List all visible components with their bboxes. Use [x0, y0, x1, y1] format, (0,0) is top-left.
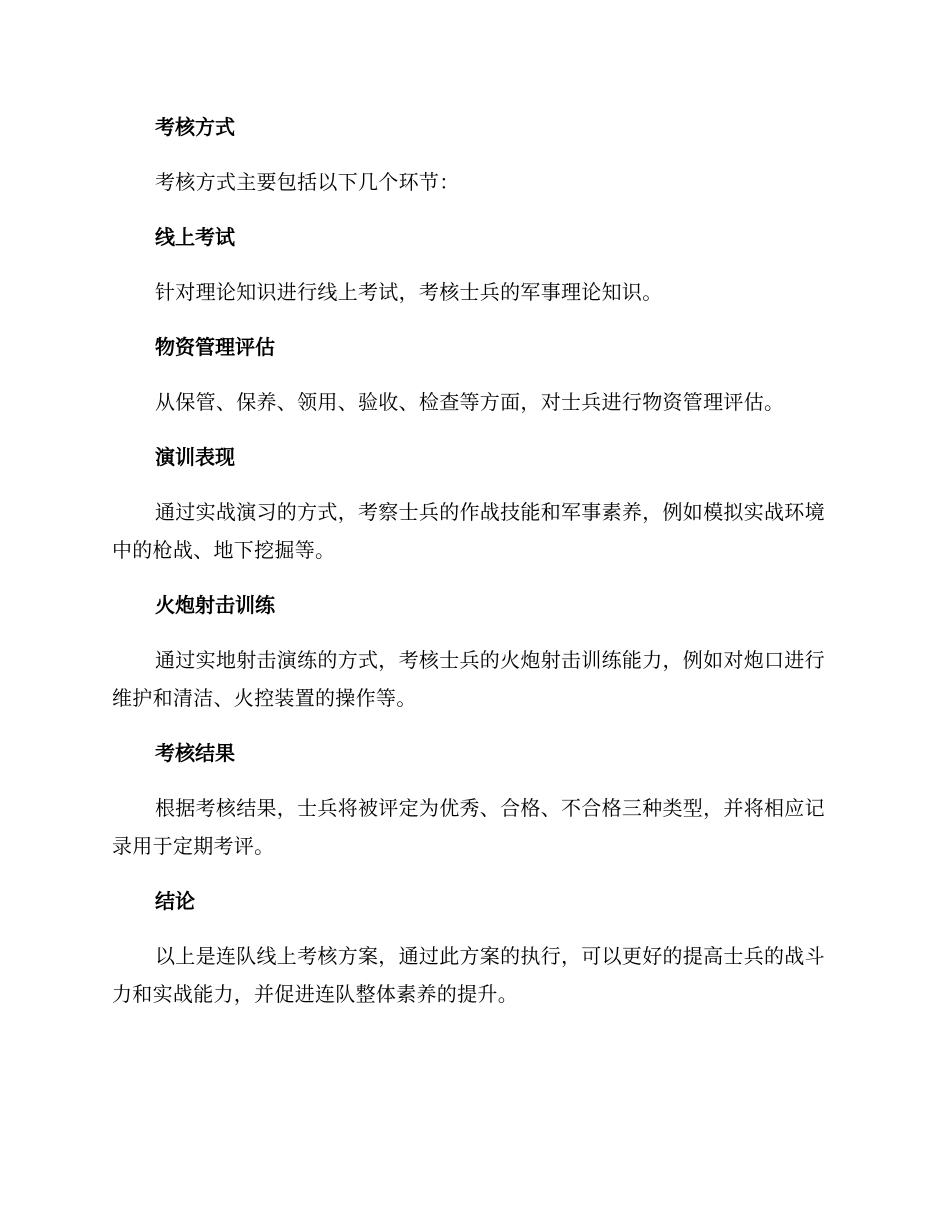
section-heading: 物资管理评估 — [155, 335, 275, 359]
section-heading: 考核方式 — [155, 115, 235, 139]
section-supply-management — [112, 328, 832, 421]
section-assessment-results — [112, 734, 832, 865]
section-assessment-method — [112, 108, 832, 201]
section-heading: 火炮射击训练 — [155, 593, 275, 617]
section-paragraph: 从保管、保养、领用、验收、检查等方面，对士兵进行物资管理评估。 — [155, 390, 785, 414]
section-online-exam — [112, 218, 832, 311]
section-heading: 演训表现 — [155, 445, 235, 469]
section-paragraph: 通过实地射击演练的方式，考核士兵的火炮射击训练能力，例如对炮口进行维护和清洁、火控装置的操作等。 — [112, 648, 825, 710]
section-heading: 结论 — [155, 889, 195, 913]
section-paragraph: 根据考核结果，士兵将被评定为优秀、合格、不合格三种类型，并将相应记录用于定期考评。 — [112, 796, 825, 858]
section-conclusion — [112, 882, 832, 1013]
document-content — [112, 108, 832, 1030]
section-paragraph: 以上是连队线上考核方案，通过此方案的执行，可以更好的提高士兵的战斗力和实战能力，并促进连队整体素养的提升。 — [112, 944, 825, 1006]
section-paragraph: 考核方式主要包括以下几个环节： — [155, 170, 460, 194]
section-heading: 考核结果 — [155, 741, 235, 765]
section-artillery-training — [112, 586, 832, 717]
section-paragraph: 通过实战演习的方式，考察士兵的作战技能和军事素养，例如模拟实战环境中的枪战、地下挖掘等。 — [112, 500, 825, 562]
section-drill-performance — [112, 438, 832, 569]
section-paragraph: 针对理论知识进行线上考试，考核士兵的军事理论知识。 — [155, 280, 663, 304]
section-heading: 线上考试 — [155, 225, 235, 249]
